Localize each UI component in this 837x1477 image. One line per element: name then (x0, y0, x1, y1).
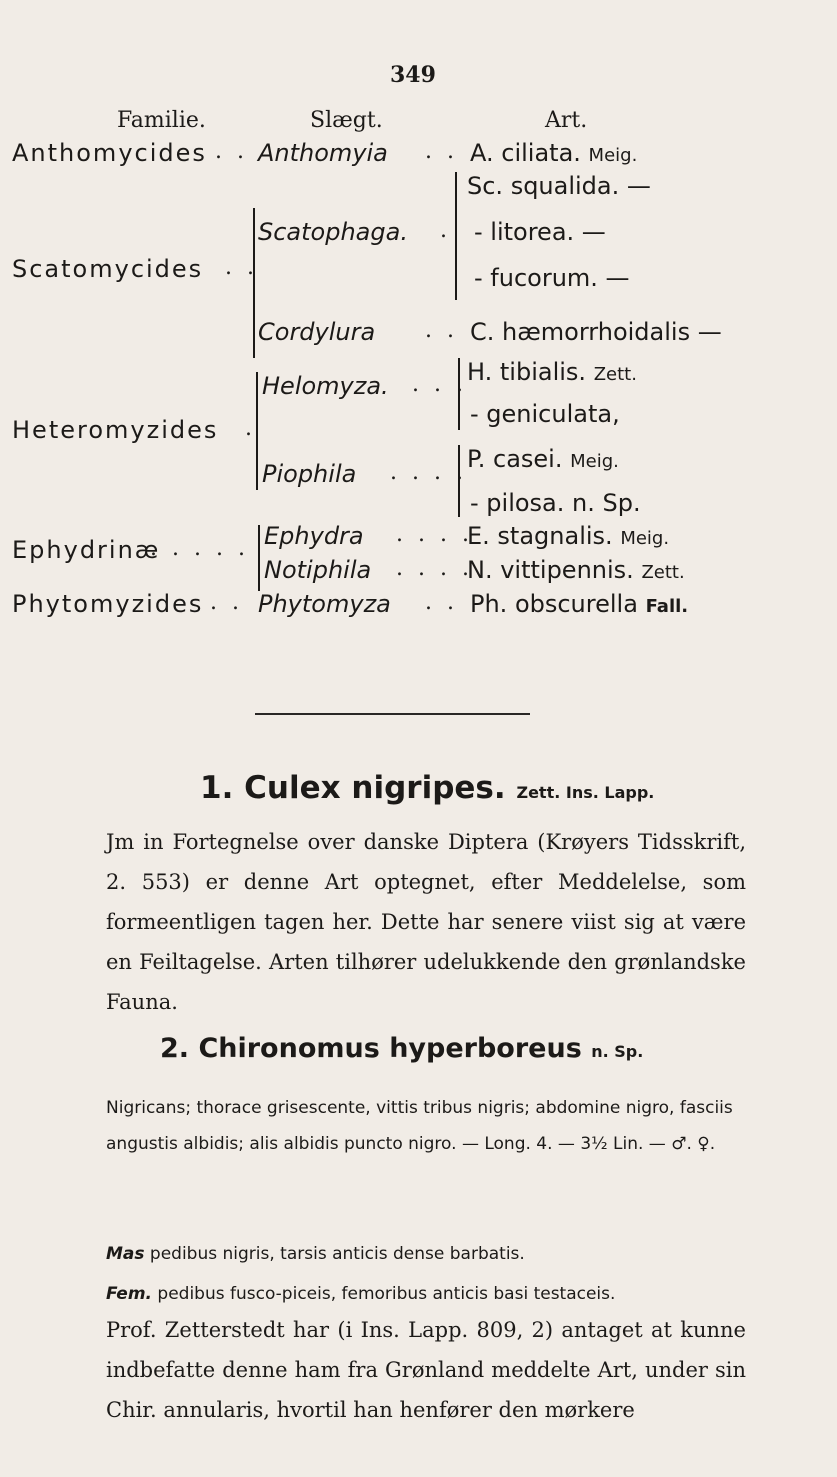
mas-text: pedibus nigris, tarsis anticis dense barbatis. (149, 1244, 525, 1264)
section-number: 1. (200, 770, 234, 806)
species-vittipennis (467, 556, 685, 584)
species-author: n. Sp. (591, 1042, 644, 1061)
family-phytomyzides: Phytomyzides (12, 590, 204, 618)
mas-label: Mas (106, 1244, 145, 1264)
leader-dots: . . (225, 255, 258, 280)
section-2-text: Prof. Zetterstedt har (i Ins. Lapp. 809, 2) antaget at kunne indbefatte denne ham fra Grønland meddelte Art, under sin Chir. annularis, hvortil han henfører den mørkere (106, 1318, 746, 1422)
leader-dots: . . . . (396, 556, 473, 581)
header-genus: Slægt. (310, 108, 383, 133)
header-species: Art. (545, 108, 588, 133)
family-anthomycides: Anthomycides (12, 139, 207, 167)
species-casei (467, 445, 619, 473)
genus-anthomyia: Anthomyia (258, 139, 388, 167)
brace (458, 358, 460, 430)
species-name: A. ciliata. (470, 139, 581, 167)
section-separator (255, 713, 530, 715)
leader-dots: . . (425, 139, 458, 164)
species-author: Zett. (641, 562, 685, 583)
species-name: E. stagnalis. (467, 522, 613, 550)
species-author: Meig. (570, 451, 619, 472)
section-2-heading (160, 1033, 643, 1064)
species-author: Zett. Ins. Lapp. (516, 783, 655, 802)
species-author: Zett. (593, 364, 637, 385)
header-family: Familie. (117, 108, 206, 133)
page-number: 349 (390, 62, 436, 88)
genus-notiphila: Notiphila (264, 556, 372, 584)
genus-helomyza: Helomyza. (262, 372, 389, 400)
brace (258, 525, 260, 591)
species-name: H. tibialis. (467, 358, 587, 386)
species-obscurella (470, 590, 688, 618)
species-name: P. casei. (467, 445, 563, 473)
species-ciliata (470, 139, 637, 167)
classification-table (0, 0, 837, 680)
species-stagnalis (467, 522, 669, 550)
genus-ephydra: Ephydra (264, 522, 364, 550)
brace (455, 172, 457, 300)
section-1-text: Jm in Fortegnelse over danske Diptera (Krøyers Tidsskrift, 2. 553) er denne Art optegnet, efter Meddelelse, som formeentligen tagen her. Dette har senere viist sig at være en Feiltagelse. Arten tilhører udelukkende den grønlandske Fauna. (106, 830, 746, 1014)
species-title: Culex nigripes. (244, 770, 506, 806)
leader-dots: . . . . (390, 460, 467, 485)
fem-description (106, 1276, 751, 1312)
species-name: Ph. obscurella (470, 590, 638, 618)
species-pilosa: - pilosa. n. Sp. (470, 489, 641, 517)
species-tibialis (467, 358, 637, 386)
leader-dots: . . (215, 139, 248, 164)
species-geniculata: - geniculata, (470, 400, 620, 428)
leader-dots: . . . (412, 372, 467, 397)
species-title: Chironomus hyperboreus (198, 1033, 582, 1064)
section-number: 2. (160, 1033, 190, 1064)
species-author: Meig. (588, 145, 638, 166)
leader-dots: . . . . (396, 522, 473, 547)
family-ephydrinae: Ephydrinæ (12, 536, 161, 564)
genus-piophila: Piophila (262, 460, 357, 488)
genus-phytomyza: Phytomyza (258, 590, 391, 618)
species-diagnosis: Nigricans; thorace grisescente, vittis tribus nigris; abdomine nigro, fasciis angustis albidis; alis albidis puncto nigro. — Long. 4. — 3½ Lin. — ♂. ♀. (106, 1098, 733, 1154)
leader-dots: . . . . . (150, 536, 249, 561)
leader-dots: . . (210, 590, 243, 615)
section-1-heading (200, 770, 654, 806)
leader-dots: . (440, 218, 451, 243)
fem-text: pedibus fusco-piceis, femoribus anticis basi testaceis. (157, 1284, 616, 1304)
brace (256, 372, 258, 490)
leader-dots: . . (425, 318, 458, 343)
leader-dots: . (245, 416, 256, 441)
species-author: Fall. (645, 596, 689, 617)
brace (253, 208, 255, 358)
species-fucorum: - fucorum. — (474, 264, 630, 292)
species-haemorrhoidalis: C. hæmorrhoidalis — (470, 318, 722, 346)
species-squalida: Sc. squalida. — (467, 172, 651, 200)
fem-label: Fem. (106, 1284, 152, 1304)
species-name: N. vittipennis. (467, 556, 634, 584)
genus-scatophaga: Scatophaga. (258, 218, 408, 246)
family-scatomycides: Scatomycides (12, 255, 204, 283)
species-litorea: - litorea. — (474, 218, 606, 246)
family-heteromyzides: Heteromyzides (12, 416, 219, 444)
brace (458, 445, 460, 517)
mas-description (106, 1236, 751, 1272)
species-author: Meig. (620, 528, 670, 549)
genus-cordylura: Cordylura (258, 318, 376, 346)
leader-dots: . . (425, 590, 458, 615)
